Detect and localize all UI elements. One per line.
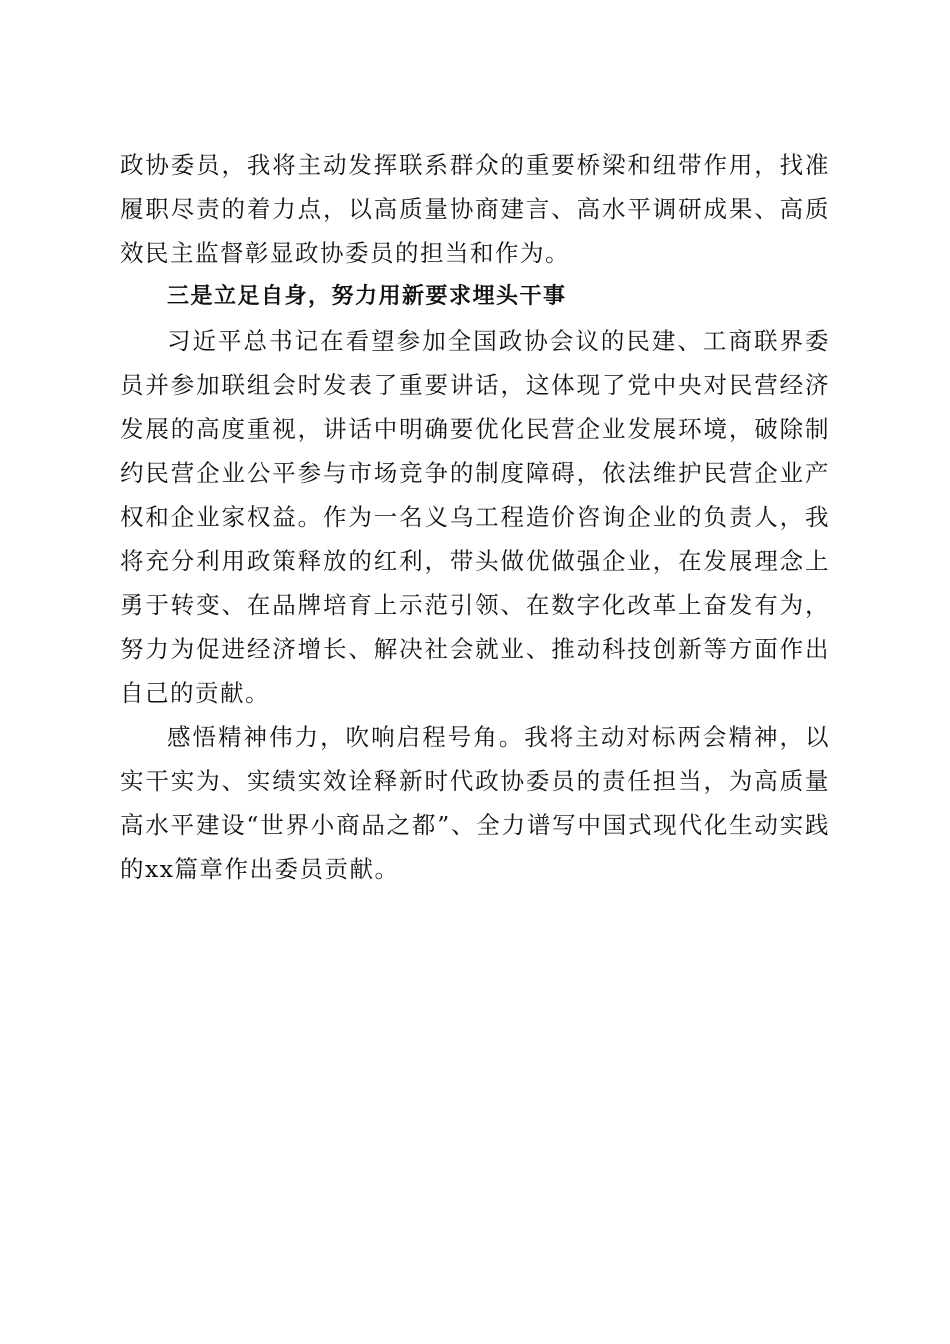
document-body — [120, 143, 830, 891]
paragraph-speech: 习近平总书记在看望参加全国政协会议的民建、工商联界委员并参加联组会时发表了重要讲话，这体现了党中央对民营经济发展的高度重视，讲话中明确要优化民营企业发展环境，破除制约民营企业公平参与市场竞争的制度障碍，依法维护民营企业产权和企业家权益。作为一名义乌工程造价咨询企业的负责人，我将充分利用政策释放的红利，带头做优做强企业，在发展理念上勇于转变、在品牌培育上示范引领、在数字化改革上奋发有为，努力为促进经济增长、解决社会就业、推动科技创新等方面作出自己的贡献。 — [120, 327, 830, 707]
section-heading: 三是立足自身，努力用新要求埋头干事 — [167, 284, 567, 309]
paragraph-conclusion: 感悟精神伟力，吹响启程号角。我将主动对标两会精神，以实干实为、实绩实效诠释新时代政协委员的责任担当，为高质量高水平建设“世界小商品之都”、全力谱写中国式现代化生动实践的xx篇章作出委员贡献。 — [120, 723, 830, 883]
paragraph-continuation: 政协委员，我将主动发挥联系群众的重要桥梁和纽带作用，找准履职尽责的着力点，以高质量协商建言、高水平调研成果、高质效民主监督彰显政协委员的担当和作为。 — [120, 151, 830, 267]
